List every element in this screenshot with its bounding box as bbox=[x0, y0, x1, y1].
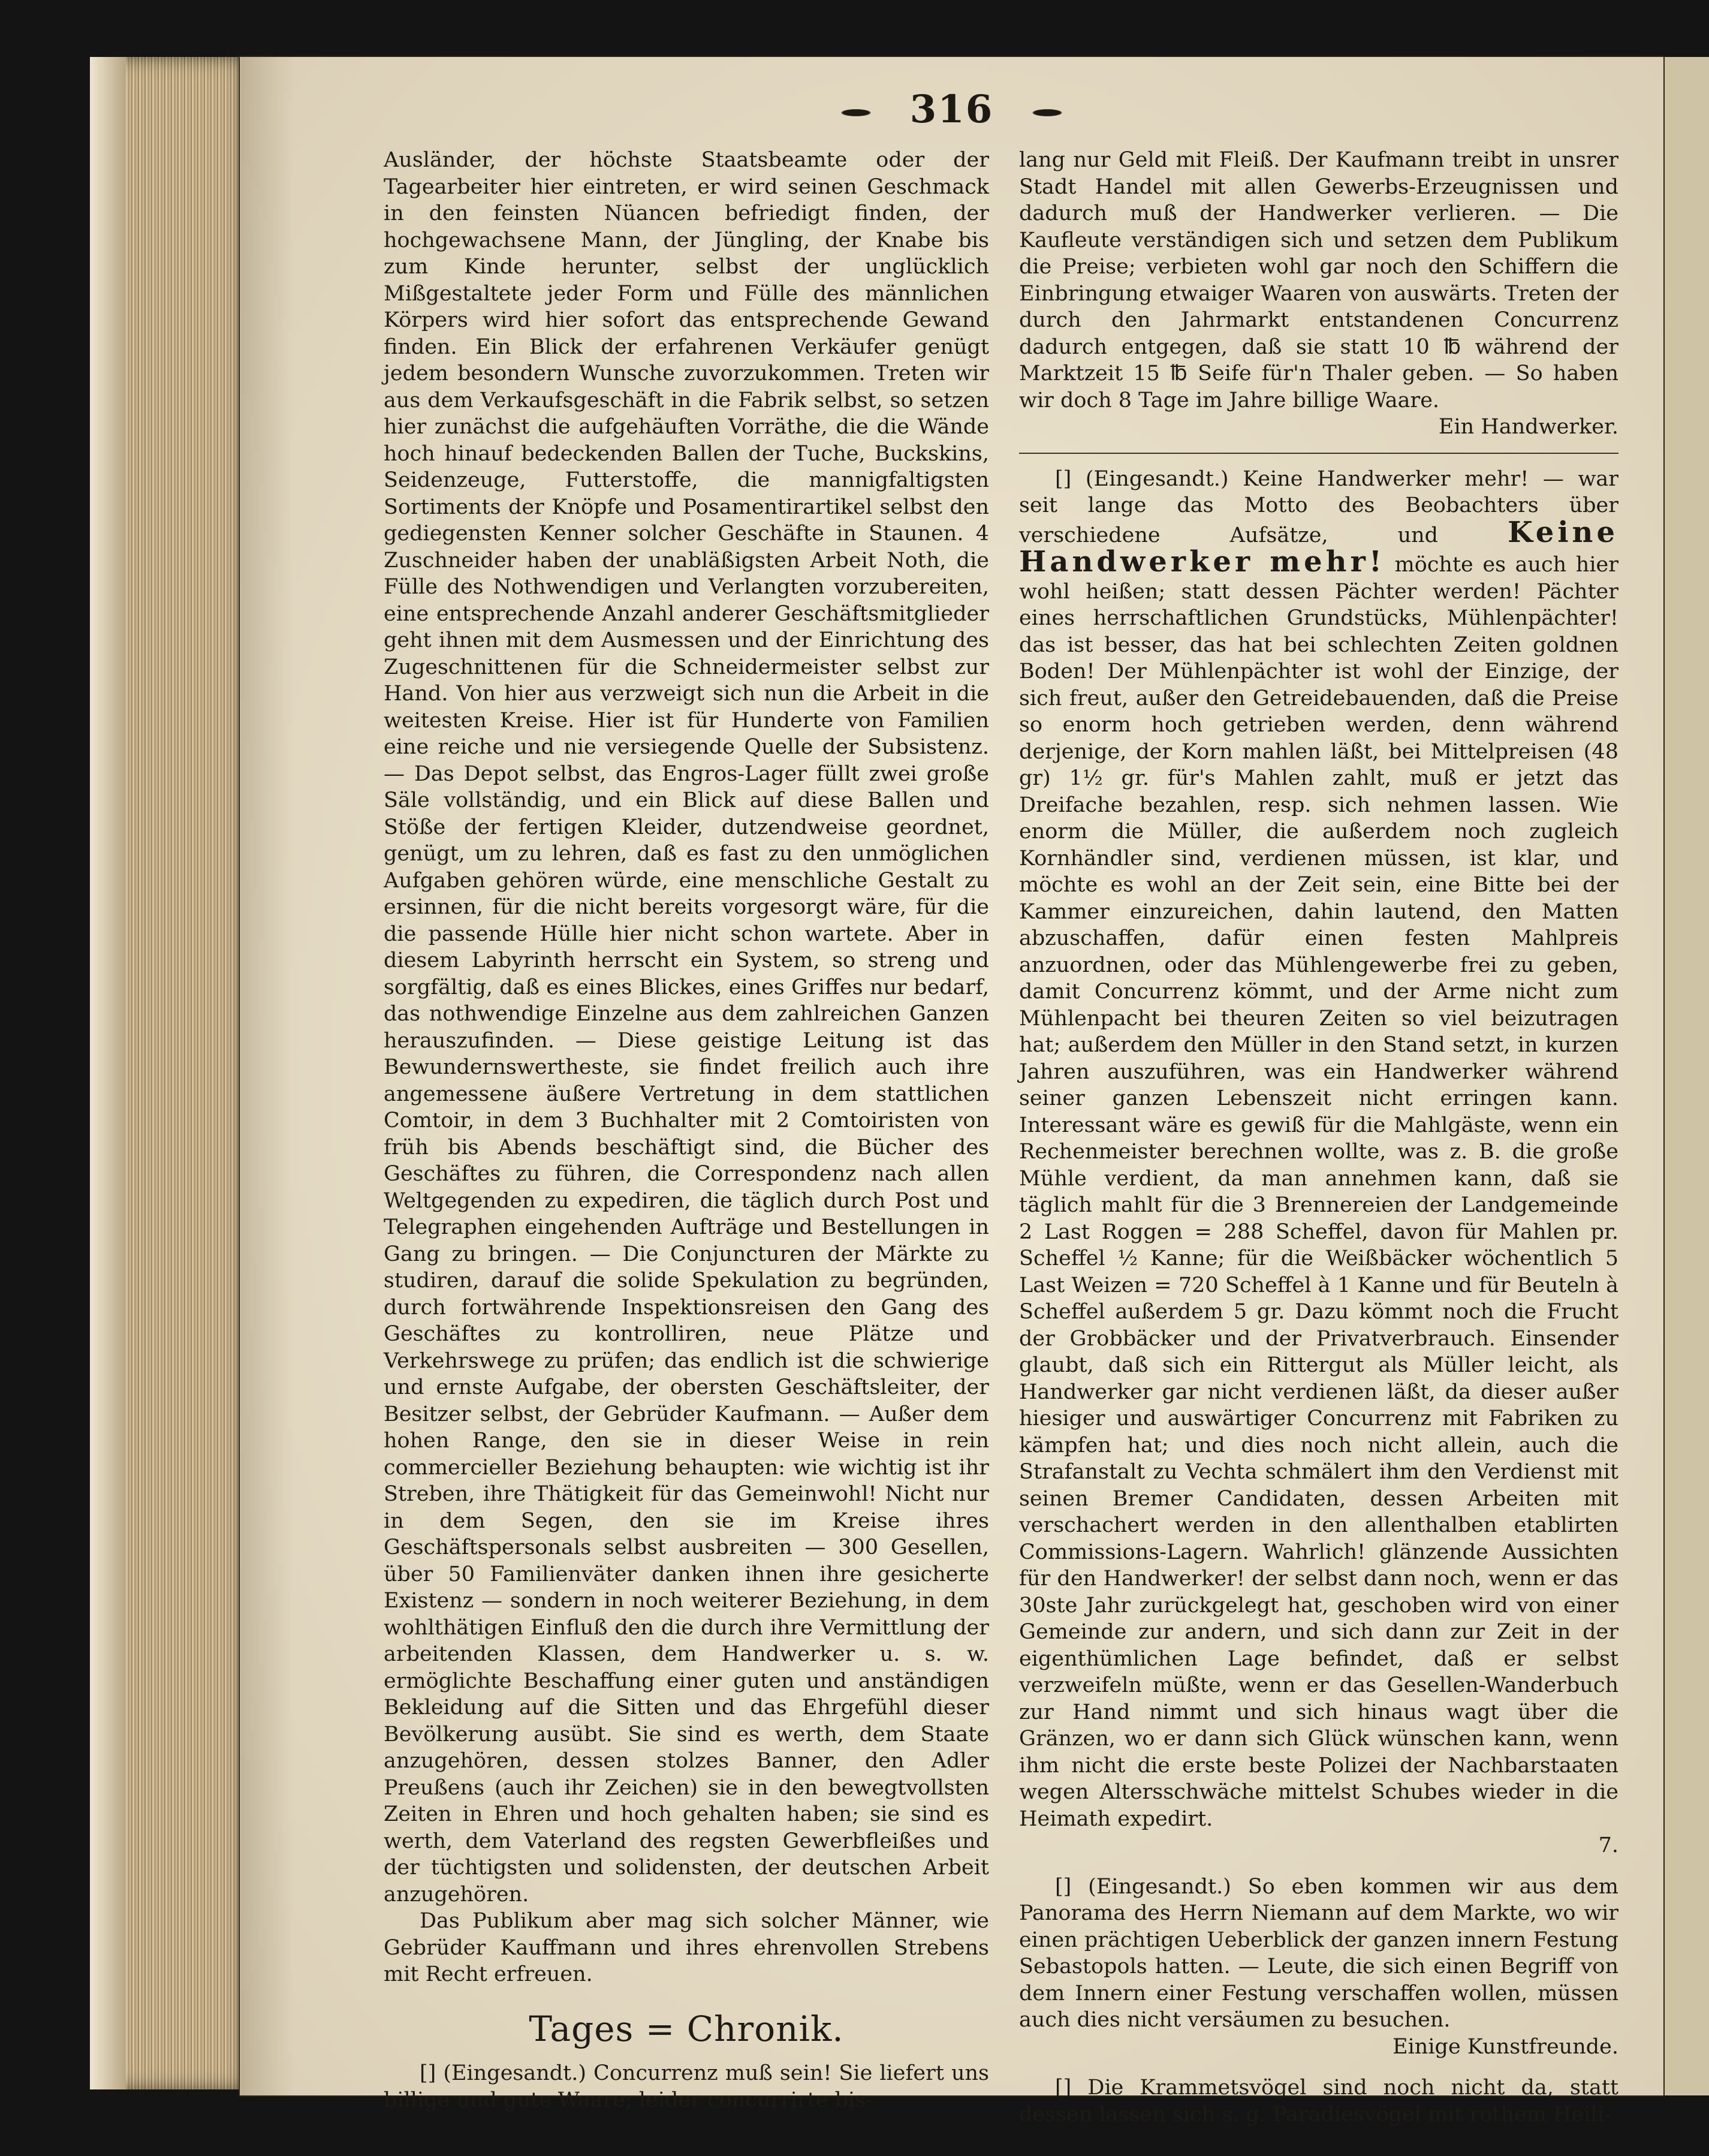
chronik-text: [] (Eingesandt.) Keine Handwerker mehr! — war seit lange das Motto des Beobachters über verschiedene Aufsätze, und bbox=[1019, 466, 1618, 547]
signature: Ein Handwerker. bbox=[1438, 415, 1618, 439]
article-paragraph: Das Publikum aber mag sich solcher Männer, wie Gebrüder Kauffmann und ihres ehrenvollen Strebens mit Recht erfreuen. bbox=[384, 1909, 989, 1986]
book-page bbox=[240, 57, 1663, 2127]
ornament-right-icon bbox=[1020, 106, 1074, 119]
chronik-entry: [] (Eingesandt.) So eben kommen wir aus dem Panorama des Herrn Niemann auf dem Markte, wo wir einen prächtigen Ueberblick der ganzen innern Festung Sebastopols hatten. — Leute, die sich einen Begriff von dem Innern einer Festung verschaffen wollen, müssen auch dies nicht versäumen zu besuchen. bbox=[1019, 1874, 1618, 2032]
section-heading: Tages = Chronik. bbox=[529, 2008, 844, 2049]
page-number: 316 bbox=[909, 87, 994, 132]
chronik-entry: [] Die Krammetsvögel sind noch nicht da, statt dessen lassen sich s. g. Paradiesvögel mit rothem Heili- bbox=[1019, 2076, 1618, 2127]
article-paragraph: Ausländer, der höchste Staatsbeamte oder der Tagearbeiter hier eintreten, er wird seinen Geschmack in den feinsten Nüancen befriedigt finden, der hochgewachsene Mann, der Jüngling, der Knabe bis zum Kinde herunter, selbst der unglücklich Mißgestaltete jeder Form und Fülle des männlichen Körpers wird hier sofort das entsprechende Gewand finden. Ein Blick der erfahrenen Verkäufer genügt jedem besondern Wunsche zuvorzukommen. Treten wir aus dem Verkaufsgeschäft in die Fabrik selbst, so setzen hier zunächst die aufgehäuften Vorräthe, die die Wände hoch hinauf bedeckenden Ballen der Tuche, Buckskins, Seidenzeuge, Futterstoffe, die mannigfaltigsten Sortiments der Knöpfe und Posamentirartikel selbst den gediegensten Kenner solcher Geschäfte in Staunen. 4 Zuschneider haben der unabläßigsten Arbeit Noth, die Fülle des Nothwendigen und Verlangten vorzubereiten, eine entsprechende Anzahl anderer Geschäftsmitglieder geht ihnen mit dem Ausmessen und der Einrichtung des Zugeschnittenen für die Schneidermeister selbst zur Hand. Von hier aus verzweigt sich nun die Arbeit in die weitesten Kreise. Hier ist für Hunderte von Familien eine reiche und nie versiegende Quelle der Subsistenz. — Das Depot selbst, das Engros-Lager füllt zwei große Säle vollständig, und ein Blick auf diese Ballen und Stöße der fertigen Kleider, dutzendweise geordnet, genügt, um zu lehren, daß es fast zu den unmöglichen Aufgaben gehören würde, eine menschliche Gestalt zu ersinnen, für die nicht bereits vorgesorgt wäre, für die die passende Hülle hier nicht schon wartete. Aber in diesem Labyrinth herrscht ein System, so streng und sorgfältig, daß es eines Blickes, eines Griffes nur bedarf, das nothwendige Einzelne aus dem zahlreichen Ganzen herauszufinden. — Diese geistige Leitung ist das Bewundernswertheste, sie findet freilich auch ihre angemessene äußere Vertretung in dem stattlichen Comtoir, in dem 3 Buchhalter mit 2 Comtoiristen von früh bis Abends beschäftigt sind, die Bücher des Geschäftes zu führen, die Correspondenz nach allen Weltgegenden zu expediren, die täglich durch Post und Telegraphen eingehenden Aufträge und Bestellungen in Gang zu bringen. — Die Conjuncturen der Märkte zu studiren, darauf die solide Spekulation zu begründen, durch fortwährende Inspektionsreisen den Gang des Geschäftes zu kontrolliren, neue Plätze und Verkehrswege zu prüfen; das endlich ist die schwierige und ernste Aufgabe, der obersten Geschäftsleiter, der Besitzer selbst, der Gebrüder Kaufmann. — Außer dem hohen Range, den sie in dieser Weise in rein commercieller Beziehung behaupten: wie wichtig ist ihr Streben, ihre Thätigkeit für das Gemeinwohl! Nicht nur in dem Segen, den sie im Kreise ihres Geschäftspersonals selbst ausbreiten — 300 Gesellen, über 50 Familienväter danken ihnen ihre gesicherte Existenz — sondern in noch weiterer Beziehung, in dem wohlthätigen Einfluß den die durch ihre Vermittlung der arbeitenden Klassen, dem Handwerker u. s. w. ermöglichte Beschaffung einer guten und anständigen Bekleidung auf die Sitten und das Ehrgefühl dieser Bevölkerung ausübt. Sie sind es werth, dem Staate anzugehören, dessen stolzes Banner, den Adler Preußens (auch ihr Zeichen) sie in den bewegtvollsten Zeiten in Ehren und hoch gehalten haben; sie sind es werth, dem Vaterland des regsten Gewerbfleißes und der tüchtigsten und solidensten, der deutschen Arbeit anzugehören. bbox=[384, 148, 989, 1907]
chronik-entry: lang nur Geld mit Fleiß. Der Kaufmann treibt in unsrer Stadt Handel mit allen Gewerbs-Erzeugnissen und dadurch muß der Handwerker verlieren. — Die Kaufleute verständigen sich und setzen dem Publikum die Preise; verbieten wohl gar noch den Schiffern die Einbringung etwaiger Waaren von auswärts. Treten der durch den Jahrmarkt entstandenen Concurrenz dadurch entgegen, daß sie statt 10 ℔ während der Marktzeit 15 ℔ Seife für'n Thaler geben. — So haben wir doch 8 Tage im Jahre billige Waare. bbox=[1019, 148, 1618, 412]
ornament-left-icon bbox=[829, 106, 883, 119]
signature: 7. bbox=[1598, 1833, 1618, 1857]
chronik-entry: [] (Eingesandt.) Concurrenz muß sein! Sie liefert uns billige und gute Waare; leider concurrirte bis- bbox=[384, 2061, 989, 2112]
right-column bbox=[1019, 147, 1618, 2128]
left-column bbox=[384, 147, 989, 2113]
chronik-entry bbox=[1019, 466, 1618, 1833]
chronik-text: möchte es auch hier wohl heißen; statt dessen Pächter werden! Pächter eines herrschaftlichen Grundstücks, Mühlenpächter! das ist besser, das hat bei schlechten Zeiten goldnen Boden! Der Mühlenpächter ist wohl der Einzige, der sich freut, außer den Getreidebauenden, daß die Preise so enorm hoch getrieben werden, denn während derjenige, der Korn mahlen läßt, bei Mittelpreisen (48 gr) 1½ gr. für's Mahlen zahlt, muß er jetzt das Dreifache bezahlen, resp. sich nehmen lassen. Wie enorm die Müller, die außerdem noch zugleich Kornhändler sind, verdienen müssen, ist klar, und möchte es wohl an der Zeit sein, eine Bitte bei der Kammer einzureichen, dahin lautend, den Matten abzuschaffen, dafür einen festen Mahlpreis anzuordnen, oder das Mühlengewerbe frei zu geben, damit Concurrenz kömmt, und der Arme nicht zum Mühlenpacht bei theuren Zeiten so viel beizutragen hat; außerdem den Müller in den Stand setzt, in kurzen Jahren auszuführen, was ein Handwerker während seiner ganzen Lebenszeit nicht erringen kann. Interessant wäre es gewiß für die Mahlgäste, wenn ein Rechenmeister berechnen wollte, was z. B. die große Mühle verdient, da man annehmen kann, daß sie täglich mahlt für die 3 Brennereien der Landgemeinde 2 Last Roggen = 288 Scheffel, davon für Mahlen pr. Scheffel ½ Kanne; für die Weißbäcker wöchentlich 5 Last Weizen = 720 Scheffel à 1 Kanne und für Beuteln à Scheffel außerdem 5 gr. Dazu kömmt noch die Frucht der Grobbäcker und der Privatverbrauch. Einsender glaubt, daß sich ein Rittergut als Müller leicht, als Handwerker gar nicht verdienen läßt, da dieser außer hiesiger und auswärtiger Concurrenz mit Fabriken zu kämpfen hat; und dies noch nicht allein, auch die Strafanstalt zu Vechta schmälert ihm den Verdienst mit seinen Bremer Candidaten, dessen Arbeiten mit verschachert werden in den allenthalben etablirten Commissions-Lagern. Wahrlich! glänzende Aussichten für den Handwerker! der selbst dann noch, wenn er das 30ste Jahr zurückgelegt hat, geschoben wird von einer Gemeinde zur andern, und sich dann zur Zeit in der eigenthümlichen Lage befindet, daß er selbst verzweifeln müßte, wenn er das Gesellen-Wanderbuch zur Hand nimmt und sich hinaus wagt über die Gränzen, wo er dann sich Glück wünschen kann, wenn ihm nicht die erste beste Polizei der Nachbarstaaten wegen Altersschwäche mittelst Schubes wieder in die Heimath expedirt. bbox=[1019, 553, 1618, 1831]
signature: Einige Kunstfreunde. bbox=[1392, 2034, 1618, 2059]
book-cover-edge bbox=[90, 57, 126, 2089]
divider bbox=[1019, 453, 1618, 454]
page-header bbox=[240, 87, 1663, 132]
emphasis-text: Keine Handwerker mehr! bbox=[1019, 515, 1618, 579]
facing-page-edge bbox=[1663, 57, 1709, 2095]
